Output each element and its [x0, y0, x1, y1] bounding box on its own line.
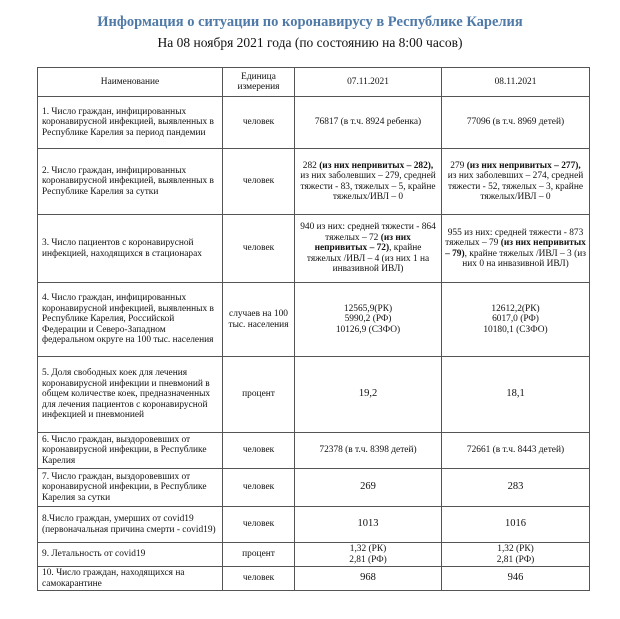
- row-unit: человек: [223, 507, 295, 543]
- row-name: 3. Число пациентов с коронавирусной инфекцией, находящихся в стационарах: [38, 215, 223, 283]
- row-value-1: 19,2: [295, 357, 442, 433]
- row-value-1: 1013: [295, 507, 442, 543]
- row-value-2: 18,1: [442, 357, 590, 433]
- table-row: [38, 469, 590, 507]
- row-unit: человек: [223, 469, 295, 507]
- row-value-2: 955 из них: средней тяжести - 873 тяжелых – 79 (из них непривитых – 79), крайне тяжелых /ИВЛ – 3 (из них 0 на инвазивной ИВЛ): [442, 215, 590, 283]
- row-name: 8.Число граждан, умерших от covid19 (первоначальная причина смерти - covid19): [38, 507, 223, 543]
- row-unit: человек: [223, 433, 295, 469]
- row-value-1: 269: [295, 469, 442, 507]
- row-name: 6. Число граждан, выздоровевших от коронавирусной инфекции, в Республике Карелия: [38, 433, 223, 469]
- row-unit: случаев на 100 тыс. населения: [223, 283, 295, 357]
- row-value-2: 12612,2(РК) 6017,0 (РФ) 10180,1 (СЗФО): [442, 283, 590, 357]
- header-date-2: 08.11.2021: [442, 68, 590, 97]
- row-value-2: 946: [442, 567, 590, 591]
- row-value-2: 283: [442, 469, 590, 507]
- row-unit: человек: [223, 97, 295, 149]
- row-value-1: 968: [295, 567, 442, 591]
- table-row: [38, 215, 590, 283]
- covid-stats-table: [37, 67, 590, 591]
- row-unit: процент: [223, 543, 295, 567]
- document-title: Информация о ситуации по коронавирусу в Республике Карелия: [97, 14, 523, 30]
- row-name: 5. Доля свободных коек для лечения коронавирусной инфекции и пневмоний в общем количестве коек, предназначенных для лечения пациентов с коронавирусной инфекцией и пневмонией: [38, 357, 223, 433]
- row-value-1: 940 из них: средней тяжести - 864 тяжелых – 72 (из них непривитых – 72), крайне тяжелых /ИВЛ – 4 (из них 1 на инвазивной ИВЛ): [295, 215, 442, 283]
- row-value-1: 76817 (в т.ч. 8924 ребенка): [295, 97, 442, 149]
- table-row: [38, 433, 590, 469]
- table-row: [38, 149, 590, 215]
- row-value-1: 1,32 (РК) 2,81 (РФ): [295, 543, 442, 567]
- row-value-2: 279 (из них непривитых – 277), из них заболевших – 274, средней тяжести - 52, тяжелых – 3, крайне тяжелых/ИВЛ – 0: [442, 149, 590, 215]
- row-value-1: 282 (из них непривитых – 282), из них заболевших – 279, средней тяжести - 83, тяжелых – 5, крайне тяжелых/ИВЛ – 0: [295, 149, 442, 215]
- row-value-1: 72378 (в т.ч. 8398 детей): [295, 433, 442, 469]
- row-value-2: 1016: [442, 507, 590, 543]
- row-value-2: 1,32 (РК) 2,81 (РФ): [442, 543, 590, 567]
- table-row: [38, 507, 590, 543]
- row-name: 10. Число граждан, находящихся на самокарантине: [38, 567, 223, 591]
- table-row: [38, 97, 590, 149]
- row-name: 7. Число граждан, выздоровевших от коронавирусной инфекции, в Республике Карелия за сутки: [38, 469, 223, 507]
- header-name: Наименование: [38, 68, 223, 97]
- row-unit: человек: [223, 567, 295, 591]
- row-value-2: 77096 (в т.ч. 8969 детей): [442, 97, 590, 149]
- row-value-2: 72661 (в т.ч. 8443 детей): [442, 433, 590, 469]
- row-name: 4. Число граждан, инфицированных коронавирусной инфекцией, выявленных в Республике Карелия, Российской Федерации и Северо-Западном федеральном округе на 100 тыс. населения: [38, 283, 223, 357]
- header-date-1: 07.11.2021: [295, 68, 442, 97]
- row-value-1: 12565,9(РК) 5990,2 (РФ) 10126,9 (СЗФО): [295, 283, 442, 357]
- header-unit: Единица измерения: [223, 68, 295, 97]
- row-unit: человек: [223, 215, 295, 283]
- table-row: [38, 357, 590, 433]
- table-row: [38, 283, 590, 357]
- row-name: 1. Число граждан, инфицированных коронавирусной инфекцией, выявленных в Республике Карелия за период пандемии: [38, 97, 223, 149]
- row-name: 2. Число граждан, инфицированных коронавирусной инфекцией, выявленных в Республике Карелия за сутки: [38, 149, 223, 215]
- table-row: [38, 543, 590, 567]
- document-subtitle: На 08 ноября 2021 года (по состоянию на 8:00 часов): [157, 35, 463, 50]
- row-unit: человек: [223, 149, 295, 215]
- table-row: [38, 567, 590, 591]
- row-unit: процент: [223, 357, 295, 433]
- table-header-row: [38, 68, 590, 97]
- row-name: 9. Летальность от covid19: [38, 543, 223, 567]
